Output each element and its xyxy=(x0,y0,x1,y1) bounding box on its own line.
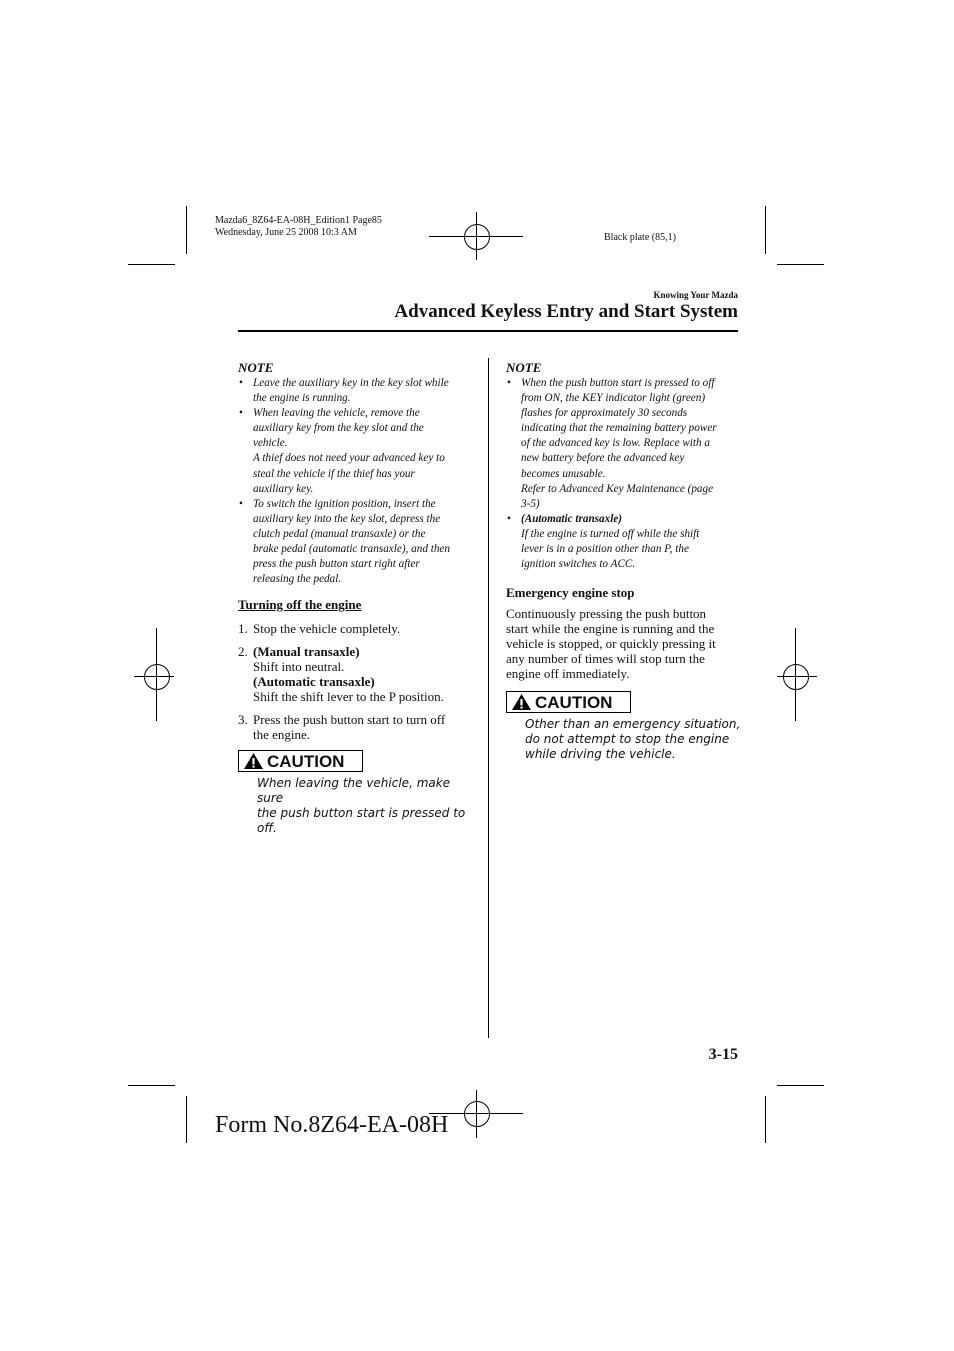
registration-mark-icon xyxy=(464,224,490,250)
caution-label-box xyxy=(238,750,363,772)
step-item: 1. Stop the vehicle completely. xyxy=(238,621,401,637)
note-item: • Leave the auxiliary key in the key slot while the engine is running. xyxy=(239,377,449,405)
plate-info: Black plate (85,1) xyxy=(604,232,676,243)
note-item: • When leaving the vehicle, remove the auxiliary key from the key slot and the vehicle. A thief does not need your advanced key to steal the vehicle if the thief has your auxiliary key. xyxy=(239,407,445,495)
caution-text: When leaving the vehicle, make sure the push button start is pressed to off. xyxy=(257,776,466,836)
emergency-stop-body: Continuously pressing the push button start while the engine is running and the vehicle is stopped, or quickly pressing it any number of times will stop turn the engine off immediately. xyxy=(506,606,716,682)
print-file-line: Mazda6_8Z64-EA-08H_Edition1 Page85 xyxy=(215,215,382,226)
turning-off-heading: Turning off the engine xyxy=(238,597,362,613)
emergency-stop-heading: Emergency engine stop xyxy=(506,585,635,601)
warning-triangle-icon xyxy=(511,693,532,711)
registration-mark-left-icon xyxy=(144,664,170,690)
left-column xyxy=(238,360,474,836)
registration-mark-icon xyxy=(464,1101,490,1127)
caution-label: CAUTION xyxy=(267,751,345,771)
header-rule xyxy=(238,330,738,332)
right-column xyxy=(506,360,742,762)
steps-list xyxy=(238,621,474,742)
print-file-info xyxy=(215,215,382,239)
form-number: Form No.8Z64-EA-08H xyxy=(215,1112,449,1138)
note-list xyxy=(506,376,742,572)
caution-label-box xyxy=(506,691,631,713)
note-title: NOTE xyxy=(238,360,274,375)
note-item: • (Automatic transaxle) If the engine is turned off while the shift lever is in a position other than P, the ignition switches to ACC. xyxy=(507,512,700,571)
page-title: Advanced Keyless Entry and Start System xyxy=(394,301,738,322)
caution-text: Other than an emergency situation, do not attempt to stop the engine while driving the vehicle. xyxy=(525,717,741,762)
section-label: Knowing Your Mazda xyxy=(653,290,738,300)
note-item: • When the push button start is pressed to off from ON, the KEY indicator light (green) flashes for approximately 30 seconds indicating that the remaining battery power of the advanced key is low. Replace with a new battery before the advanced key becomes unusable. Refer to Advanced Key Maintenance (page 3-5) xyxy=(507,377,717,510)
registration-mark-right-icon xyxy=(783,664,809,690)
print-date-line: Wednesday, June 25 2008 10:3 AM xyxy=(215,227,357,238)
note-list xyxy=(238,376,474,587)
caution-label: CAUTION xyxy=(535,692,613,712)
step-item: 3. Press the push button start to turn off the engine. xyxy=(238,712,446,743)
warning-triangle-icon xyxy=(243,752,264,770)
page-number: 3-15 xyxy=(708,1046,738,1063)
note-item: • To switch the ignition position, insert the auxiliary key into the key slot, depress the clutch pedal (manual transaxle) or the brake pedal (automatic transaxle), and then press the push button start right after releasing the pedal. xyxy=(239,497,450,586)
note-title: NOTE xyxy=(506,360,542,375)
column-divider xyxy=(488,358,489,1038)
step-item: 2. (Manual transaxle) Shift into neutral. (Automatic transaxle) Shift the shift lever to the P position. xyxy=(238,644,444,705)
